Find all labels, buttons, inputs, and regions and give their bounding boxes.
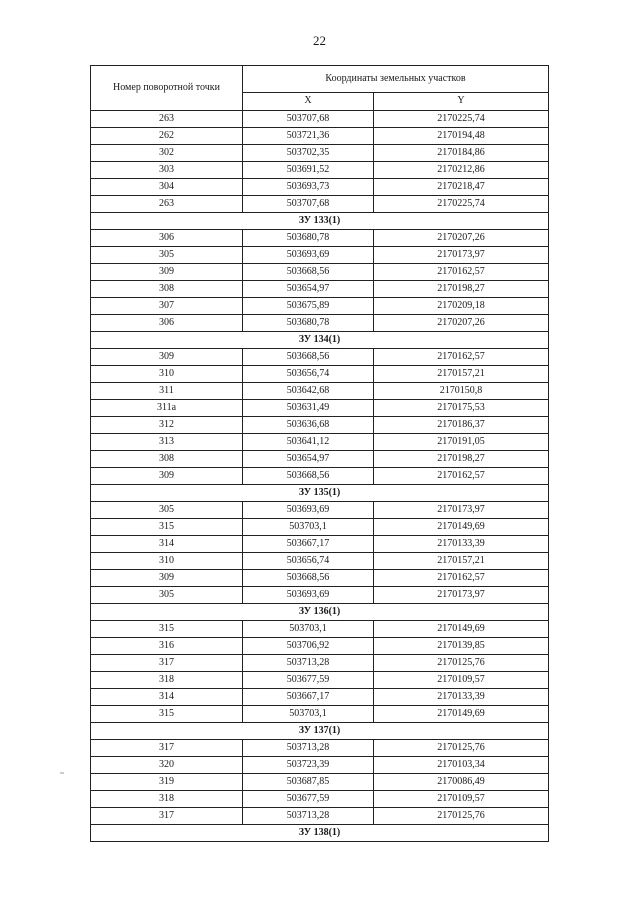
x-coordinate-cell: 503680,78: [243, 315, 374, 332]
y-coordinate-cell: 2170175,53: [374, 400, 549, 417]
x-coordinate-cell: 503677,59: [243, 672, 374, 689]
header-y: Y: [374, 92, 549, 110]
y-coordinate-cell: 2170157,21: [374, 553, 549, 570]
y-coordinate-cell: 2170109,57: [374, 672, 549, 689]
y-coordinate-cell: 2170207,26: [374, 230, 549, 247]
x-coordinate-cell: 503707,68: [243, 111, 374, 128]
x-coordinate-cell: 503668,56: [243, 570, 374, 587]
point-number-cell: 317: [91, 808, 243, 825]
point-number-cell: 313: [91, 434, 243, 451]
y-coordinate-cell: 2170149,69: [374, 621, 549, 638]
x-coordinate-cell: 503667,17: [243, 536, 374, 553]
point-number-cell: 317: [91, 740, 243, 757]
x-coordinate-cell: 503693,69: [243, 247, 374, 264]
x-coordinate-cell: 503693,69: [243, 587, 374, 604]
y-coordinate-cell: 2170207,26: [374, 315, 549, 332]
point-number-cell: 320: [91, 757, 243, 774]
point-number-cell: 311: [91, 383, 243, 400]
x-coordinate-cell: 503656,74: [243, 553, 374, 570]
point-number-cell: 308: [91, 451, 243, 468]
x-coordinate-cell: 503713,28: [243, 808, 374, 825]
point-number-cell: 306: [91, 315, 243, 332]
header-point-number: Номер поворотной точки: [91, 66, 243, 111]
y-coordinate-cell: 2170125,76: [374, 740, 549, 757]
x-coordinate-cell: 503668,56: [243, 468, 374, 485]
y-coordinate-cell: 2170218,47: [374, 179, 549, 196]
point-number-cell: 315: [91, 706, 243, 723]
point-number-cell: 314: [91, 536, 243, 553]
y-coordinate-cell: 2170225,74: [374, 196, 549, 213]
point-number-cell: 310: [91, 366, 243, 383]
y-coordinate-cell: 2170162,57: [374, 468, 549, 485]
x-coordinate-cell: 503654,97: [243, 451, 374, 468]
point-number-cell: 318: [91, 791, 243, 808]
x-coordinate-cell: 503693,73: [243, 179, 374, 196]
section-label: ЗУ 136(1): [91, 604, 549, 621]
x-coordinate-cell: 503675,89: [243, 298, 374, 315]
x-coordinate-cell: 503654,97: [243, 281, 374, 298]
point-number-cell: 309: [91, 468, 243, 485]
y-coordinate-cell: 2170194,48: [374, 128, 549, 145]
header-x: X: [243, 92, 374, 110]
y-coordinate-cell: 2170198,27: [374, 451, 549, 468]
point-number-cell: 312: [91, 417, 243, 434]
y-coordinate-cell: 2170212,86: [374, 162, 549, 179]
section-label: ЗУ 138(1): [91, 825, 549, 842]
x-coordinate-cell: 503703,1: [243, 621, 374, 638]
x-coordinate-cell: 503641,12: [243, 434, 374, 451]
x-coordinate-cell: 503702,35: [243, 145, 374, 162]
point-number-cell: 305: [91, 247, 243, 264]
point-number-cell: 305: [91, 502, 243, 519]
section-label: ЗУ 137(1): [91, 723, 549, 740]
x-coordinate-cell: 503691,52: [243, 162, 374, 179]
x-coordinate-cell: 503721,36: [243, 128, 374, 145]
y-coordinate-cell: 2170103,34: [374, 757, 549, 774]
x-coordinate-cell: 503706,92: [243, 638, 374, 655]
y-coordinate-cell: 2170157,21: [374, 366, 549, 383]
point-number-cell: 314: [91, 689, 243, 706]
x-coordinate-cell: 503656,74: [243, 366, 374, 383]
x-coordinate-cell: 503667,17: [243, 689, 374, 706]
x-coordinate-cell: 503707,68: [243, 196, 374, 213]
point-number-cell: 263: [91, 196, 243, 213]
y-coordinate-cell: 2170225,74: [374, 111, 549, 128]
y-coordinate-cell: 2170086,49: [374, 774, 549, 791]
y-coordinate-cell: 2170184,86: [374, 145, 549, 162]
point-number-cell: 311а: [91, 400, 243, 417]
point-number-cell: 305: [91, 587, 243, 604]
y-coordinate-cell: 2170125,76: [374, 655, 549, 672]
y-coordinate-cell: 2170186,37: [374, 417, 549, 434]
x-coordinate-cell: 503703,1: [243, 706, 374, 723]
x-coordinate-cell: 503680,78: [243, 230, 374, 247]
x-coordinate-cell: 503668,56: [243, 349, 374, 366]
header-coordinates: Координаты земельных участков: [243, 66, 549, 93]
y-coordinate-cell: 2170133,39: [374, 689, 549, 706]
point-number-cell: 316: [91, 638, 243, 655]
x-coordinate-cell: 503631,49: [243, 400, 374, 417]
point-number-cell: 302: [91, 145, 243, 162]
x-coordinate-cell: 503703,1: [243, 519, 374, 536]
y-coordinate-cell: 2170162,57: [374, 349, 549, 366]
y-coordinate-cell: 2170198,27: [374, 281, 549, 298]
y-coordinate-cell: 2170191,05: [374, 434, 549, 451]
point-number-cell: 319: [91, 774, 243, 791]
section-label: ЗУ 133(1): [91, 213, 549, 230]
point-number-cell: 307: [91, 298, 243, 315]
x-coordinate-cell: 503642,68: [243, 383, 374, 400]
page-number: 22: [313, 33, 326, 48]
point-number-cell: 304: [91, 179, 243, 196]
y-coordinate-cell: 2170149,69: [374, 519, 549, 536]
point-number-cell: 306: [91, 230, 243, 247]
y-coordinate-cell: 2170139,85: [374, 638, 549, 655]
x-coordinate-cell: 503723,39: [243, 757, 374, 774]
point-number-cell: 318: [91, 672, 243, 689]
point-number-cell: 309: [91, 570, 243, 587]
point-number-cell: 262: [91, 128, 243, 145]
point-number-cell: 317: [91, 655, 243, 672]
x-coordinate-cell: 503713,28: [243, 655, 374, 672]
x-coordinate-cell: 503677,59: [243, 791, 374, 808]
y-coordinate-cell: 2170149,69: [374, 706, 549, 723]
y-coordinate-cell: 2170173,97: [374, 502, 549, 519]
x-coordinate-cell: 503668,56: [243, 264, 374, 281]
point-number-cell: 309: [91, 264, 243, 281]
y-coordinate-cell: 2170173,97: [374, 587, 549, 604]
point-number-cell: 310: [91, 553, 243, 570]
x-coordinate-cell: 503636,68: [243, 417, 374, 434]
point-number-cell: 309: [91, 349, 243, 366]
point-number-cell: 263: [91, 111, 243, 128]
point-number-cell: 315: [91, 621, 243, 638]
x-coordinate-cell: 503713,28: [243, 740, 374, 757]
y-coordinate-cell: 2170162,57: [374, 264, 549, 281]
y-coordinate-cell: 2170150,8: [374, 383, 549, 400]
y-coordinate-cell: 2170125,76: [374, 808, 549, 825]
x-coordinate-cell: 503693,69: [243, 502, 374, 519]
y-coordinate-cell: 2170109,57: [374, 791, 549, 808]
x-coordinate-cell: 503687,85: [243, 774, 374, 791]
section-label: ЗУ 134(1): [91, 332, 549, 349]
y-coordinate-cell: 2170162,57: [374, 570, 549, 587]
point-number-cell: 303: [91, 162, 243, 179]
point-number-cell: 315: [91, 519, 243, 536]
point-number-cell: 308: [91, 281, 243, 298]
y-coordinate-cell: 2170209,18: [374, 298, 549, 315]
section-label: ЗУ 135(1): [91, 485, 549, 502]
y-coordinate-cell: 2170133,39: [374, 536, 549, 553]
y-coordinate-cell: 2170173,97: [374, 247, 549, 264]
